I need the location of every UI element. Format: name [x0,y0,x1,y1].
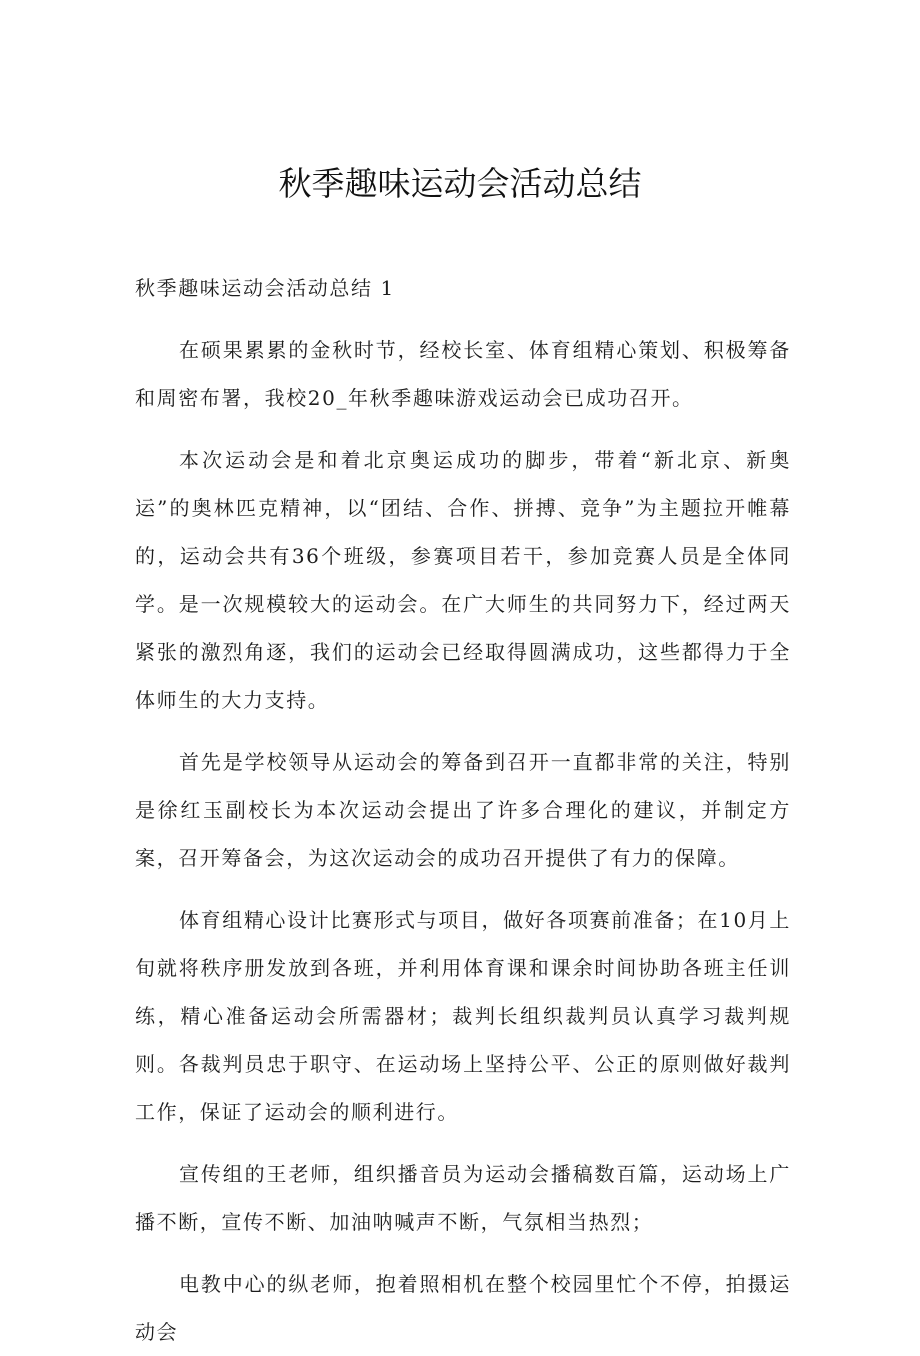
paragraph-3: 首先是学校领导从运动会的筹备到召开一直都非常的关注，特别是徐红玉副校长为本次运动会提出了许多合理化的建议，并制定方案，召开筹备会，为这次运动会的成功召开提供了有力的保障。 [135,750,791,870]
paragraph-5: 宣传组的王老师，组织播音员为运动会播稿数百篇，运动场上广播不断，宣传不断、加油呐喊声不断，气氛相当热烈； [135,1162,791,1234]
paragraph-1: 在硕果累累的金秋时节，经校长室、体育组精心策划、积极筹备和周密布署，我校20_年秋季趣味游戏运动会已成功召开。 [135,338,791,410]
section-heading: 秋季趣味运动会活动总结 1 [135,276,395,300]
document-body [135,264,791,1356]
paragraph-4: 体育组精心设计比赛形式与项目，做好各项赛前准备；在10月上旬就将秩序册发放到各班，并利用体育课和课余时间协助各班主任训练，精心准备运动会所需器材；裁判长组织裁判员认真学习裁判规则。各裁判员忠于职守、在运动场上坚持公平、公正的原则做好裁判工作，保证了运动会的顺利进行。 [135,908,791,1124]
document-title: 秋季趣味运动会活动总结 [278,164,642,203]
paragraph-6: 电教中心的纵老师，抱着照相机在整个校园里忙个不停，拍摄运动会 [135,1272,791,1344]
paragraph-2: 本次运动会是和着北京奥运成功的脚步，带着“新北京、新奥运”的奥林匹克精神，以“团结、合作、拼搏、竞争”为主题拉开帷幕的，运动会共有36个班级，参赛项目若干，参加竞赛人员是全体同学。是一次规模较大的运动会。在广大师生的共同努力下，经过两天紧张的激烈角逐，我们的运动会已经取得圆满成功，这些都得力于全体师生的大力支持。 [135,448,791,712]
